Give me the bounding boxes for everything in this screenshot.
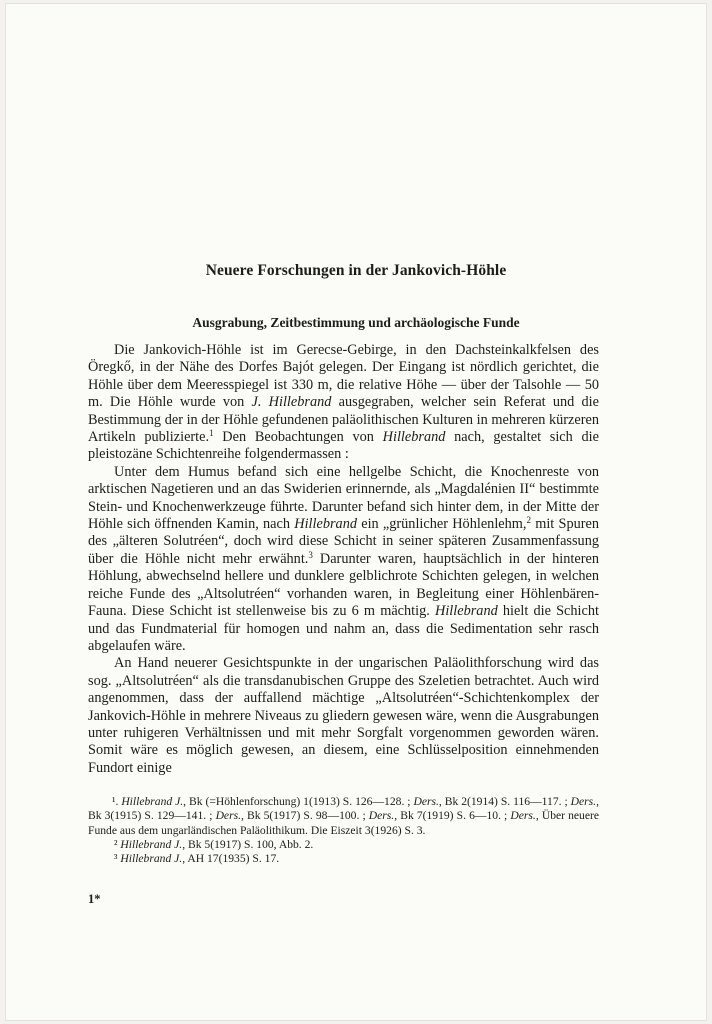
page-marker: 1* xyxy=(88,892,101,906)
italic-run: Hillebrand xyxy=(435,603,498,620)
text-run: , Bk 2(1914) S. 116—117. ; xyxy=(438,795,571,808)
italic-run: Hillebrand J. xyxy=(120,837,183,851)
italic-run: Hillebrand J. xyxy=(121,795,184,808)
footnote-ref: 1 xyxy=(209,428,214,439)
text-run: hielt die Schicht und das Fundmaterial für homogen und nahm an, dass die Sedimentation sehr rasch abgelaufen wäre. xyxy=(88,603,599,654)
italic-run: Ders. xyxy=(368,809,395,823)
text-run: Unter dem Humus befand sich eine hellgelbe Schicht, die Knochenreste von arktischen Nagetieren und an das Swiderien erinnernde, als „Magdalénien II“ bestimmte Stein- und Knochenwerkzeuge führte. Darunter befand sich hinter dem, in der Mitte der Höhle sich öffnenden Kamin, nach xyxy=(88,463,599,533)
footnotes xyxy=(88,795,599,866)
text-run: An Hand neuerer Gesichtspunkte in der ungarischen Paläolithforschung wird das sog. „Altsolutréen“ als die transdanubischen Gruppe des Szeletien betrachtet. Auch wird angenommen, dass der auffallend mächtige „Altsolutréen“-Schichtenkomplex der Jankovich-Höhle in mehrere Niveaus zu gliedern gewesen wäre, wenn die Ausgrabungen unter ruhigeren Verhältnissen und mit mehr Sorgfalt vorgenommen geworden wären. Somit wäre es möglich gewesen, an diesem, eine Schlüsselposition einnehmenden Fundort einige xyxy=(88,655,599,776)
footnote xyxy=(88,838,599,852)
text-run: ¹. xyxy=(112,795,122,808)
text-run: ausgegraben, welcher sein Referat und die Bestimmung der in der Höhle gefundenen paläolithischen Kulturen in mehreren kürzeren Artikeln publizierte. xyxy=(88,394,599,446)
italic-run: J. Hillebrand xyxy=(251,394,332,411)
text-run: ein „grünlicher Höhlenlehm, xyxy=(357,516,527,533)
body-text xyxy=(88,342,599,777)
text-run: Die Jankovich-Höhle ist im Gerecse-Gebirge, in den Dachsteinkalkfelsen des Öregkő, in der Nähe des Dorfes Bajót gelegen. Der Eingang ist nördlich gerichtet, die Höhle über dem Meeresspiegel ist 330 m, die relative Höhe — über der Talsohle — 50 m. Die Höhle wurde von xyxy=(88,342,599,411)
italic-run: Hillebrand xyxy=(382,429,446,446)
footnote xyxy=(88,852,599,866)
text-run: Den Beobachtungen von xyxy=(213,429,383,446)
text-run: ³ xyxy=(114,852,121,866)
text-run: Darunter waren, hauptsächlich in der hinteren Höhlung, abwechselnd hellere und dunklere gelblichrote Schichten gelegen, in welchen reiche Funde des „Altsolutréen“ vorhanden waren, in Begleitung einer Höhlenbären-Fauna. Diese Schicht ist stellenweise bis zu 6 m mächtig. xyxy=(88,550,600,620)
italic-run: Hillebrand J. xyxy=(120,852,183,866)
text-run: , Bk 7(1919) S. 6—10. ; xyxy=(394,809,511,823)
section-subtitle: Ausgrabung, Zeitbestimmung und archäologische Funde xyxy=(192,315,520,330)
italic-run: Ders. xyxy=(215,809,242,823)
paragraph xyxy=(88,655,599,777)
paragraph xyxy=(88,342,599,464)
italic-run: Ders. xyxy=(570,795,597,808)
text-run: , AH 17(1935) S. 17. xyxy=(182,852,280,866)
text-run: , Bk 3(1915) S. 129—141. ; xyxy=(88,795,599,823)
italic-run: Ders. xyxy=(413,795,439,808)
text-run: , Bk 5(1917) S. 98—100. ; xyxy=(241,809,369,823)
text-run: mit Spuren des „älteren Solutréen“, doch wird diese Schicht in seiner späteren Zusammenfassung über die Höhle nicht mehr erwähnt. xyxy=(88,516,599,567)
article-title: Neuere Forschungen in der Jankovich-Höhle xyxy=(205,262,507,279)
italic-run: Ders. xyxy=(510,809,536,823)
footnote-ref: 3 xyxy=(308,549,313,560)
paragraph xyxy=(88,464,599,655)
text-run: , Über neuere Funde aus dem ungarländischen Paläolithikum. Die Eiszeit 3(1926) S. 3. xyxy=(88,809,599,837)
footnote xyxy=(88,795,599,838)
text-run: nach, gestaltet sich die pleistozäne Schichtenreihe folgendermassen : xyxy=(88,429,599,463)
text-run: , Bk (=Höhlenforschung) 1(1913) S. 126—128. ; xyxy=(183,795,414,808)
text-run: , Bk 5(1917) S. 100, Abb. 2. xyxy=(182,837,314,851)
footnote-ref: 2 xyxy=(526,515,531,526)
italic-run: Hillebrand xyxy=(294,516,357,533)
text-run: ² xyxy=(114,837,121,851)
